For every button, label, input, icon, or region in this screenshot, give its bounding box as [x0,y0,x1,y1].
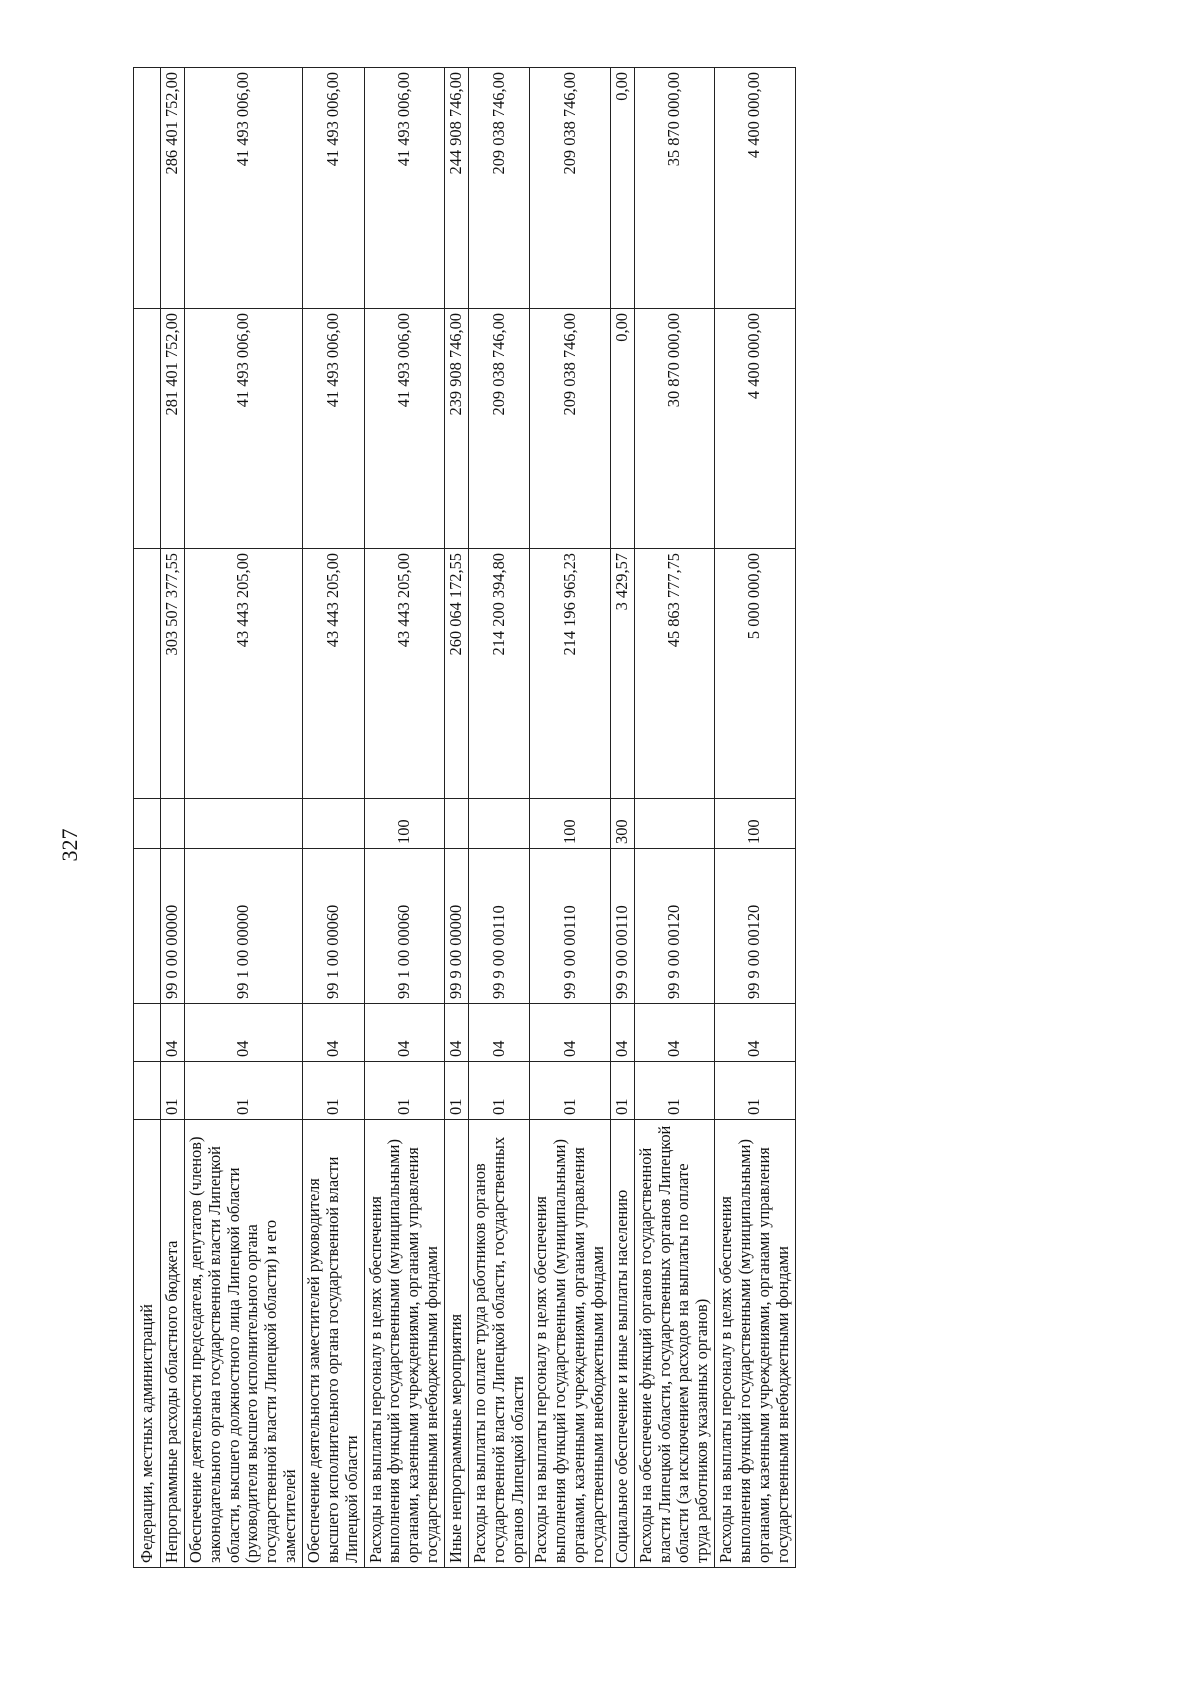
row-name: Иные непрограммные мероприятия [445,1120,469,1568]
row-value-3: 4 400 000,00 [715,68,795,309]
row-name: Федерации, местных администраций [134,1120,161,1568]
rotated-table-wrapper [133,68,1063,1568]
row-subsection [134,1004,161,1062]
page-number: 327 [57,828,82,862]
row-target: 99 1 00 00060 [364,849,444,1004]
row-value-2: 4 400 000,00 [715,309,795,549]
row-subsection: 04 [184,1004,302,1062]
row-subsection: 04 [445,1004,469,1062]
row-target: 99 1 00 00000 [184,849,302,1004]
row-section: 01 [634,1062,714,1120]
row-subsection: 04 [303,1004,365,1062]
table-body [134,68,796,1568]
row-name: Расходы на выплаты по оплате труда работников органов государственной власти Липецкой области, государственных органов Липецкой области [468,1120,530,1568]
row-value-3: 209 038 746,00 [468,68,530,309]
row-target: 99 9 00 00110 [530,849,610,1004]
row-subsection: 04 [364,1004,444,1062]
row-section: 01 [184,1062,302,1120]
row-section: 01 [468,1062,530,1120]
row-value-1: 5 000 000,00 [715,549,795,799]
row-subsection: 04 [715,1004,795,1062]
row-value-1: 214 196 965,23 [530,549,610,799]
row-value-2: 41 493 006,00 [184,309,302,549]
row-kind [184,799,302,849]
row-value-2: 30 870 000,00 [634,309,714,549]
row-kind: 100 [715,799,795,849]
row-value-1: 3 429,57 [610,549,634,799]
table-row [184,68,302,1568]
row-value-2: 41 493 006,00 [364,309,444,549]
row-value-3: 244 908 746,00 [445,68,469,309]
row-kind [134,799,161,849]
row-kind [468,799,530,849]
row-subsection: 04 [161,1004,185,1062]
table-row [530,68,610,1568]
row-value-1: 45 863 777,75 [634,549,714,799]
budget-table [133,67,796,1568]
row-target [134,849,161,1004]
table-row [468,68,530,1568]
table-row [715,68,795,1568]
table-row [134,68,161,1568]
row-value-1: 43 443 205,00 [184,549,302,799]
row-section: 01 [303,1062,365,1120]
row-target: 99 9 00 00120 [634,849,714,1004]
row-value-3: 286 401 752,00 [161,68,185,309]
table-row [303,68,365,1568]
row-subsection: 04 [468,1004,530,1062]
row-kind: 100 [530,799,610,849]
row-kind: 300 [610,799,634,849]
row-target: 99 9 00 00110 [610,849,634,1004]
row-value-3: 35 870 000,00 [634,68,714,309]
row-value-1: 43 443 205,00 [303,549,365,799]
row-target: 99 9 00 00000 [445,849,469,1004]
row-section: 01 [445,1062,469,1120]
table-row [364,68,444,1568]
row-value-2: 209 038 746,00 [468,309,530,549]
row-kind [161,799,185,849]
table-row [445,68,469,1568]
table-row [610,68,634,1568]
row-value-2 [134,309,161,549]
row-name: Обеспечение деятельности председателя, депутатов (членов) законодательного органа государственной власти Липецкой области, высшего должностного лица Липецкой области (руководителя высшего исполнительного органа государственной власти Липецкой области) и его заместителей [184,1120,302,1568]
row-value-1: 260 064 172,55 [445,549,469,799]
row-section: 01 [364,1062,444,1120]
row-section: 01 [530,1062,610,1120]
table-row [161,68,185,1568]
row-value-1: 214 200 394,80 [468,549,530,799]
row-kind [634,799,714,849]
row-name: Расходы на обеспечение функций органов государственной власти Липецкой области, государственных органов Липецкой области (за исключением расходов на выплаты по оплате труда работников указанных органов) [634,1120,714,1568]
row-value-2: 0,00 [610,309,634,549]
row-kind [303,799,365,849]
row-value-1: 43 443 205,00 [364,549,444,799]
row-value-3: 209 038 746,00 [530,68,610,309]
row-target: 99 0 00 00000 [161,849,185,1004]
row-subsection: 04 [610,1004,634,1062]
row-value-3: 0,00 [610,68,634,309]
row-value-2: 209 038 746,00 [530,309,610,549]
row-section [134,1062,161,1120]
row-kind: 100 [364,799,444,849]
row-target: 99 9 00 00120 [715,849,795,1004]
row-section: 01 [610,1062,634,1120]
row-name: Расходы на выплаты персоналу в целях обеспечения выполнения функций государственными (муниципальными) органами, казенными учреждениями, органами управления государственными внебюджетными фондами [364,1120,444,1568]
row-value-1 [134,549,161,799]
row-target: 99 1 00 00060 [303,849,365,1004]
row-value-2: 281 401 752,00 [161,309,185,549]
row-value-3: 41 493 006,00 [364,68,444,309]
row-target: 99 9 00 00110 [468,849,530,1004]
row-name: Расходы на выплаты персоналу в целях обеспечения выполнения функций государственными (муниципальными) органами, казенными учреждениями, органами управления государственными внебюджетными фондами [715,1120,795,1568]
row-subsection: 04 [634,1004,714,1062]
row-name: Социальное обеспечение и иные выплаты населению [610,1120,634,1568]
row-section: 01 [161,1062,185,1120]
row-subsection: 04 [530,1004,610,1062]
table-row [634,68,714,1568]
row-value-2: 239 908 746,00 [445,309,469,549]
row-value-3: 41 493 006,00 [303,68,365,309]
row-value-2: 41 493 006,00 [303,309,365,549]
row-value-3 [134,68,161,309]
row-kind [445,799,469,849]
row-name: Непрограммные расходы областного бюджета [161,1120,185,1568]
row-value-1: 303 507 377,55 [161,549,185,799]
row-name: Обеспечение деятельности заместителей руководителя высшего исполнительного органа государственной власти Липецкой области [303,1120,365,1568]
row-section: 01 [715,1062,795,1120]
row-name: Расходы на выплаты персоналу в целях обеспечения выполнения функций государственными (муниципальными) органами, казенными учреждениями, органами управления государственными внебюджетными фондами [530,1120,610,1568]
row-value-3: 41 493 006,00 [184,68,302,309]
